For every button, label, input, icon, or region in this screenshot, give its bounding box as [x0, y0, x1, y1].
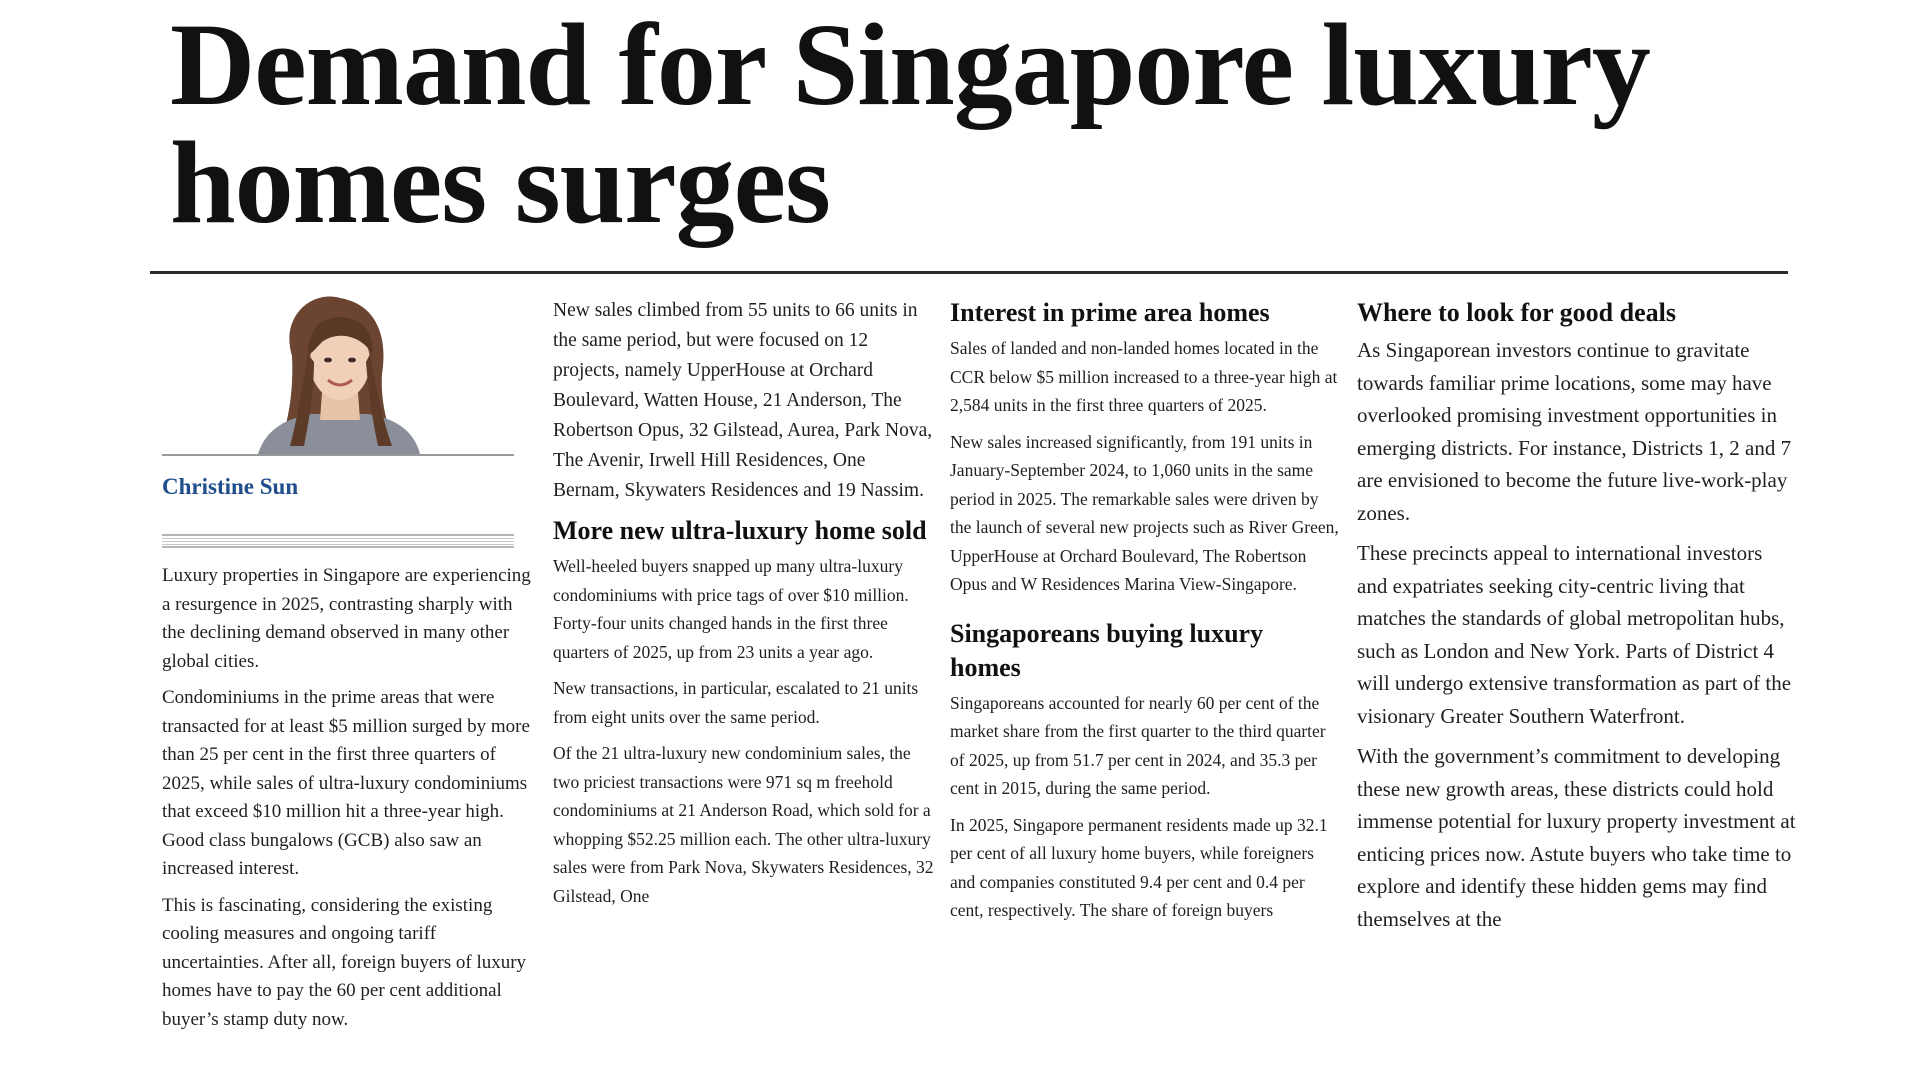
author-portrait-image — [162, 296, 514, 454]
section-subhead: Interest in prime area homes — [950, 298, 1270, 327]
body-paragraph: New sales climbed from 55 units to 66 units in the same period, but were focused on 12 projects, namely UpperHouse at Orchard Boulevard, Watten House, 21 Anderson, The Robertson Opus, 32 Gilstead, Aurea, Park Nova, The Avenir, Irwell Hill Residences, One Bernam, Skywaters Residences and 19 Nassim. — [553, 300, 933, 501]
body-paragraph: Singaporeans accounted for nearly 60 per cent of the market share from the first quarter to the third quarter of 2025, up from 51.7 per cent in 2024, and 35.3 per cent in 2015, during the same period. — [950, 692, 1326, 798]
article-headline — [170, 0, 1810, 248]
body-paragraph: Luxury properties in Singapore are experiencing a resurgence in 2025, contrasting sharply with the declining demand observed in many other global cities. — [162, 565, 531, 672]
body-paragraph: Well-heeled buyers snapped up many ultra-luxury condominiums with price tags of over $10 million. Forty-four units changed hands in the first three quarters of 2025, up from 23 units a year ago. — [553, 556, 909, 662]
author-byline: Christine Sun — [162, 474, 299, 499]
body-paragraph: These precincts appeal to international investors and expatriates seeking city-centric living that matches the standards of global metropolitan hubs, such as London and New York. Parts of District 4 will undergo extensive transformation as part of the visionary Greater Southern Waterfront. — [1357, 541, 1792, 728]
headline-line-2: homes surges — [170, 117, 830, 248]
body-paragraph: New sales increased significantly, from 191 units in January-September 2024, to 1,060 units in the same period in 2025. The remarkable sales were driven by the launch of several new projects such as River Green, UpperHouse at Orchard Boulevard, The Robertson Opus and W Residences Marina View-Singapore. — [950, 431, 1339, 594]
author-photo — [162, 296, 514, 456]
body-paragraph: This is fascinating, considering the existing cooling measures and ongoing tariff uncertainties. After all, foreign buyers of luxury homes have to pay the 60 per cent additional buyer’s stamp duty now. — [162, 894, 527, 1030]
article-column-3 — [950, 296, 1340, 1080]
article-column-1 — [162, 296, 540, 1080]
byline-divider — [162, 534, 514, 548]
body-paragraph: Sales of landed and non-landed homes located in the CCR below $5 million increased to a three-year high at 2,584 units in the first three quarters of 2025. — [950, 338, 1338, 415]
body-paragraph: Of the 21 ultra-luxury new condominium sales, the two priciest transactions were 971 sq m freehold condominiums at 21 Anderson Road, which sold for a whopping $52.25 million each. The other ultra-luxury sales were from Park Nova, Skywaters Residences, 32 Gilstead, One — [553, 743, 934, 906]
body-paragraph: Condominiums in the prime areas that were transacted for at least $5 million surged by more than 25 per cent in the first three quarters of 2025, while sales of ultra-luxury condominiums that exceed $10 million hit a three-year high. Good class bungalows (GCB) also saw an increased interest. — [162, 687, 530, 879]
section-subhead: More new ultra-luxury home sold — [553, 516, 927, 545]
body-paragraph: In 2025, Singapore permanent residents made up 32.1 per cent of all luxury home buyers, while foreigners and companies constituted 9.4 per cent and 0.4 per cent, respectively. The share of foreign buyers — [950, 814, 1328, 920]
section-subhead: Singaporeans buying luxury homes — [950, 618, 1264, 682]
headline-divider — [150, 271, 1788, 274]
headline-line-1: Demand for Singapore luxury — [170, 0, 1650, 130]
article-column-2 — [553, 296, 935, 1080]
article-column-4 — [1357, 296, 1797, 1080]
section-subhead: Where to look for good deals — [1357, 298, 1676, 327]
body-paragraph: As Singaporean investors continue to gravitate towards familiar prime locations, some may have overlooked promising investment opportunities in emerging districts. For instance, Districts 1, 2 and 7 are envisioned to become the future live-work-play zones. — [1357, 338, 1792, 525]
body-paragraph: New transactions, in particular, escalated to 21 units from eight units over the same period. — [553, 678, 919, 727]
body-paragraph: With the government’s commitment to developing these new growth areas, these districts could hold immense potential for luxury property investment at enticing prices now. Astute buyers who take time to explore and identify these hidden gems may find themselves at the — [1357, 744, 1796, 931]
